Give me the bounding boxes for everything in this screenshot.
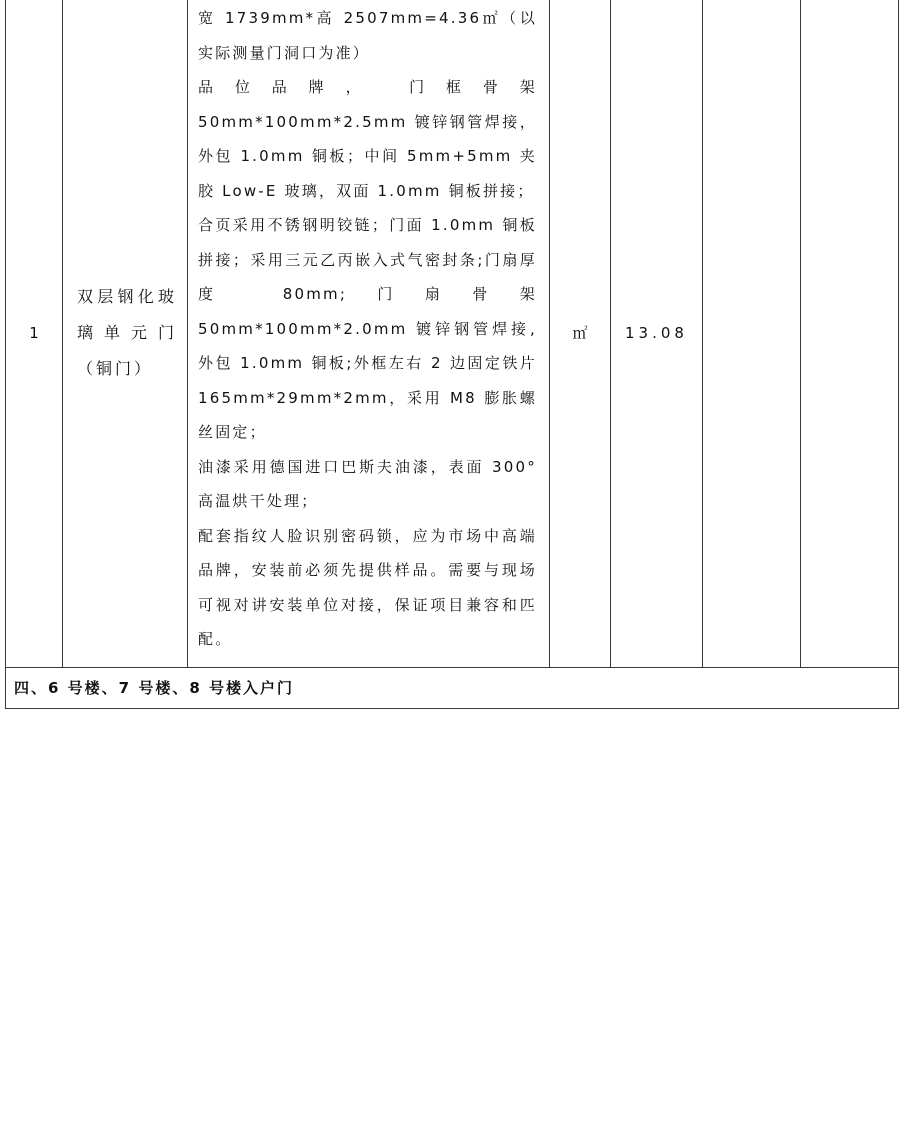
table-row bbox=[6, 0, 899, 667]
section-title: 四、6 号楼、7 号楼、8 号楼入户门 bbox=[14, 679, 294, 697]
description-paragraph-paint: 油漆采用德国进口巴斯夫油漆，表面 300° 高温烘干处理； bbox=[198, 457, 537, 510]
empty-cell-2 bbox=[801, 0, 899, 667]
empty-cell-1 bbox=[703, 0, 801, 667]
quantity-cell bbox=[611, 0, 703, 667]
description-text bbox=[188, 0, 549, 667]
item-name: 双层钢化玻璃单元门（铜门） bbox=[77, 286, 177, 378]
section-title-cell bbox=[6, 667, 899, 708]
item-name-cell bbox=[63, 0, 188, 667]
description-cell bbox=[188, 0, 550, 667]
description-paragraph-hinge: 合页采用不锈钢明铰链；门面 1.0mm 铜板拼接；采用三元乙丙嵌入式气密封条;门扇厚度 80mm;门扇骨架 50mm*100mm*2.0mm 镀锌钢管焊接,外包 1.0mm 铜板;外框左右 2 边固定铁片 165mm*29mm*2mm，采用 M8 膨胀螺丝固定； bbox=[198, 216, 537, 441]
description-paragraph-frame: 品位品牌， 门框骨架 50mm*100mm*2.5mm 镀锌钢管焊接，外包 1.0mm 铜板；中间 5mm+5mm 夹胶 Low-E 玻璃，双面 1.0mm 铜板拼接； bbox=[198, 78, 537, 200]
spec-table bbox=[5, 0, 899, 709]
quantity-value: 13.08 bbox=[625, 323, 688, 342]
description-paragraph-size: 宽 1739mm*高 2507mm=4.36㎡（以实际测量门洞口为准） bbox=[198, 9, 537, 62]
row-index: 1 bbox=[29, 323, 39, 342]
unit-value: ㎡ bbox=[572, 324, 588, 343]
unit-cell bbox=[550, 0, 611, 667]
row-index-cell bbox=[6, 0, 63, 667]
description-paragraph-lock: 配套指纹人脸识别密码锁，应为市场中高端品牌，安装前必须先提供样品。需要与现场可视对讲安装单位对接，保证项目兼容和匹配。 bbox=[198, 526, 537, 648]
section-header-row bbox=[6, 667, 899, 708]
